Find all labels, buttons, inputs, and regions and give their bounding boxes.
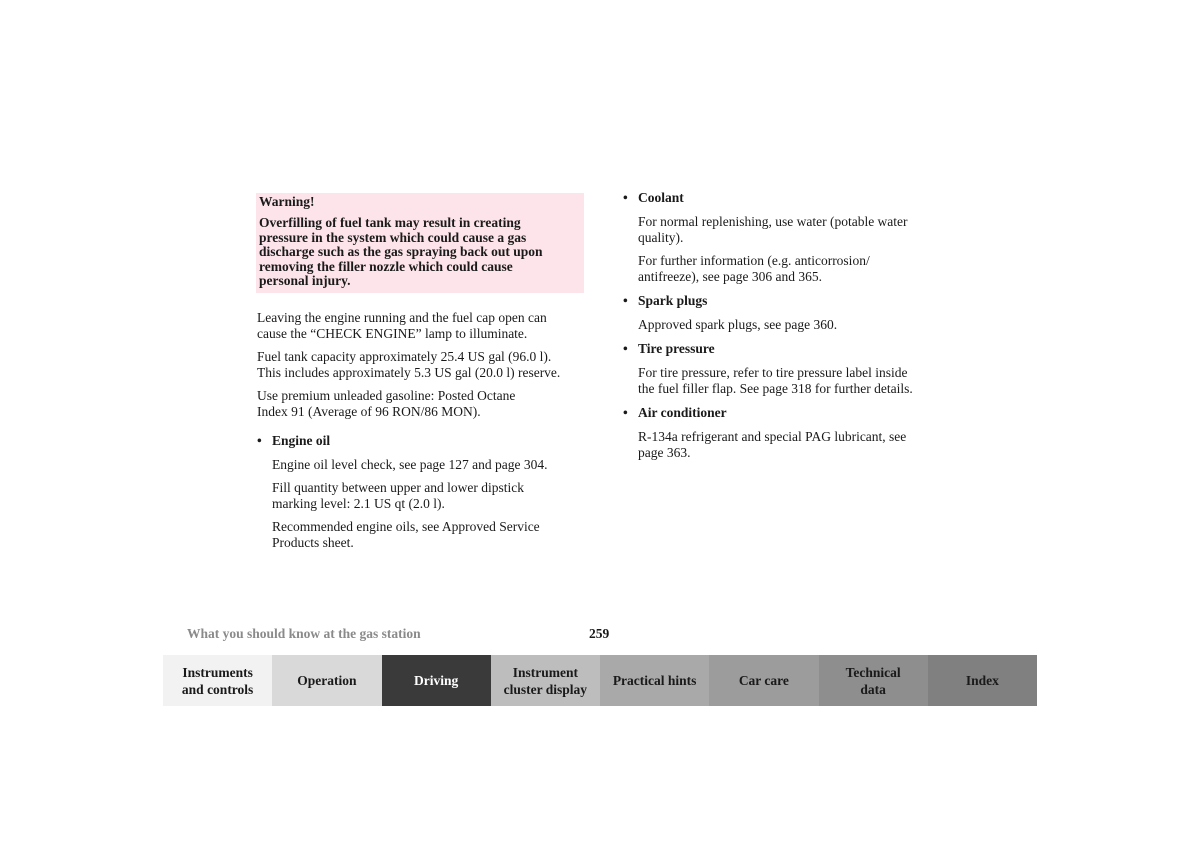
warning-line: removing the filler nozzle which could cause bbox=[259, 258, 513, 274]
tab-operation[interactable] bbox=[272, 655, 381, 706]
bullet-coolant: • Coolant bbox=[623, 190, 953, 206]
warning-line: personal injury. bbox=[259, 273, 351, 288]
text-line: Products sheet. bbox=[272, 535, 354, 550]
paragraph-coolant-replenish bbox=[623, 214, 953, 246]
paragraph-oil-check bbox=[257, 457, 587, 473]
tab-index[interactable] bbox=[928, 655, 1037, 706]
tab-driving[interactable] bbox=[382, 655, 491, 706]
text-line: Use premium unleaded gasoline: Posted Octane bbox=[257, 388, 516, 403]
text-line: For tire pressure, refer to tire pressure label inside bbox=[638, 365, 908, 380]
section-title: What you should know at the gas station bbox=[187, 626, 421, 641]
text-line: the fuel filler flap. See page 318 for further details. bbox=[638, 381, 913, 396]
text-line: Index 91 (Average of 96 RON/86 MON). bbox=[257, 404, 481, 419]
tab-label: Car care bbox=[738, 673, 789, 688]
text-line: R-134a refrigerant and special PAG lubricant, see bbox=[638, 429, 907, 444]
text-line: Fuel tank capacity approximately 25.4 US gal (96.0 l). bbox=[257, 349, 552, 364]
text-line: For further information (e.g. anticorrosion/ bbox=[638, 253, 870, 268]
text-line: For normal replenishing, use water (potable water bbox=[638, 214, 908, 229]
paragraph-gasoline bbox=[257, 388, 587, 420]
tab-instrument-cluster-display[interactable] bbox=[491, 655, 600, 706]
text-line: Fill quantity between upper and lower dipstick bbox=[272, 480, 524, 495]
text-line: Approved spark plugs, see page 360. bbox=[638, 317, 838, 332]
paragraph-tank-capacity bbox=[257, 349, 587, 381]
warning-body bbox=[259, 216, 580, 289]
tab-label: Instruments bbox=[182, 664, 253, 680]
bullet-spark-plugs: • Spark plugs bbox=[623, 293, 953, 309]
tab-label: Operation bbox=[297, 673, 357, 688]
paragraph-check-engine bbox=[257, 310, 587, 342]
tab-label: data bbox=[860, 681, 886, 697]
bullet-air-conditioner: • Air conditioner bbox=[623, 405, 953, 421]
warning-box bbox=[256, 193, 584, 293]
tab-label: Technical bbox=[845, 664, 901, 680]
bullet-tire-pressure: • Tire pressure bbox=[623, 341, 953, 357]
tab-label: Practical hints bbox=[612, 673, 697, 688]
paragraph-oil-fill bbox=[257, 480, 587, 512]
right-column bbox=[623, 190, 953, 461]
tab-label: Driving bbox=[413, 673, 459, 688]
tab-technical-data[interactable] bbox=[819, 655, 928, 706]
tab-practical-hints[interactable] bbox=[600, 655, 709, 706]
text-line: Engine oil level check, see page 127 and page 304. bbox=[272, 457, 548, 472]
text-line: cause the “CHECK ENGINE” lamp to illuminate. bbox=[257, 326, 528, 341]
section-tab-bar bbox=[163, 655, 1037, 706]
bullet-engine-oil: • Engine oil bbox=[257, 433, 587, 449]
warning-line: pressure in the system which could cause a gas bbox=[259, 229, 527, 245]
text-line: marking level: 2.1 US qt (2.0 l). bbox=[272, 496, 445, 511]
paragraph-oil-recommended bbox=[257, 519, 587, 551]
warning-title: Warning! bbox=[259, 194, 315, 209]
tab-label: Instrument bbox=[512, 664, 578, 680]
text-line: This includes approximately 5.3 US gal (20.0 l) reserve. bbox=[257, 365, 561, 380]
tab-car-care[interactable] bbox=[709, 655, 818, 706]
left-column bbox=[257, 310, 587, 551]
text-line: antifreeze), see page 306 and 365. bbox=[638, 269, 823, 284]
paragraph-coolant-info bbox=[623, 253, 953, 285]
tab-label: Index bbox=[965, 673, 999, 688]
tab-instruments-and-controls[interactable] bbox=[163, 655, 272, 706]
text-line: quality). bbox=[638, 230, 684, 245]
tab-label: and controls bbox=[181, 681, 254, 697]
text-line: Leaving the engine running and the fuel cap open can bbox=[257, 310, 547, 325]
paragraph-tire-pressure bbox=[623, 365, 953, 397]
page-number: 259 bbox=[589, 626, 610, 641]
text-line: page 363. bbox=[638, 445, 691, 460]
text-line: Recommended engine oils, see Approved Service bbox=[272, 519, 540, 534]
warning-line: discharge such as the gas spraying back out upon bbox=[259, 244, 543, 259]
warning-line: Overfilling of fuel tank may result in creating bbox=[259, 215, 521, 230]
paragraph-air-conditioner bbox=[623, 429, 953, 461]
paragraph-spark-plugs bbox=[623, 317, 953, 333]
tab-label: cluster display bbox=[503, 681, 588, 697]
